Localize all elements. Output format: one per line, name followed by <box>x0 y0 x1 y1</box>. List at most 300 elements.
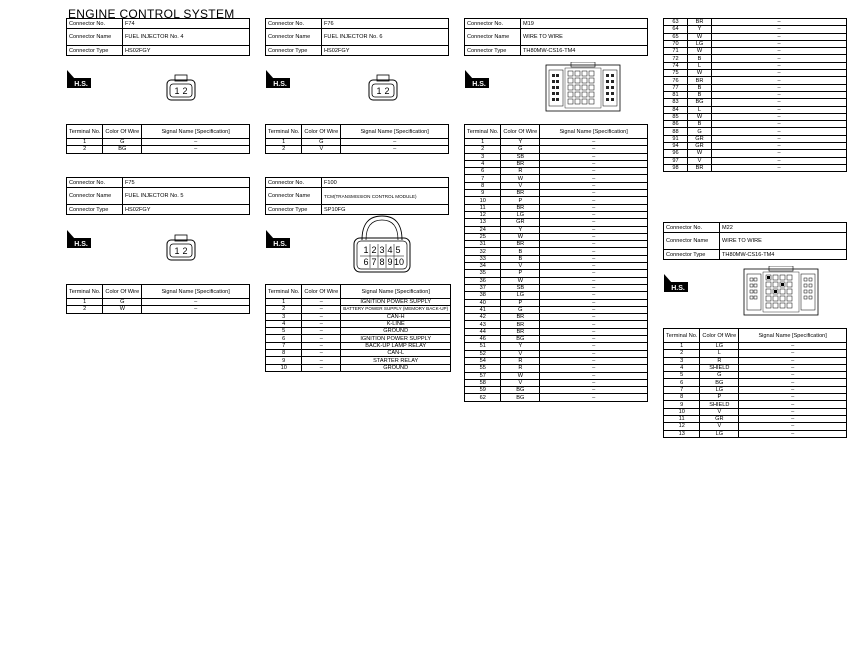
signal-name-cell: – <box>540 248 648 255</box>
terminal-cell: 35 <box>465 270 501 277</box>
terminal-cell: 55 <box>465 365 501 372</box>
terminal-cell: 46 <box>465 336 501 343</box>
signal-name-cell: – <box>341 139 449 146</box>
signal-name-cell: – <box>540 336 648 343</box>
terminal-cell: 6 <box>465 168 501 175</box>
wire-color-cell: BG <box>103 146 142 153</box>
signal-name-cell: – <box>712 40 847 47</box>
wire-color-cell: P <box>501 197 540 204</box>
signal-name-cell: – <box>540 299 648 306</box>
hs-icon <box>266 64 292 88</box>
wire-color-cell: BR <box>501 241 540 248</box>
svg-text:10: 10 <box>393 257 405 267</box>
table-row <box>664 113 847 120</box>
signal-name-cell: – <box>712 91 847 98</box>
wire-color-cell: B <box>688 91 712 98</box>
terminal-cell: 9 <box>266 357 302 364</box>
connector-name-label: Connector Name <box>266 29 322 46</box>
wire-color-cell: W <box>501 372 540 379</box>
table-row <box>266 299 451 306</box>
terminal-cell: 1 <box>465 139 501 146</box>
signal-table-f76 <box>265 124 449 154</box>
wire-color-cell: V <box>688 157 712 164</box>
signal-name-cell: – <box>712 143 847 150</box>
signal-name-cell: – <box>540 197 648 204</box>
wire-color-cell: G <box>103 299 142 306</box>
wire-color-cell: Y <box>501 226 540 233</box>
wire-color-cell: V <box>302 146 341 153</box>
wire-color-cell: W <box>688 48 712 55</box>
table-row <box>664 135 847 142</box>
wire-color-cell: – <box>302 364 341 371</box>
signal-name-cell: – <box>540 292 648 299</box>
col-signal: Signal Name [Specification] <box>540 125 648 139</box>
connector-no-value: F76 <box>322 19 449 29</box>
col-color: Color Of Wire <box>501 125 540 139</box>
col-signal: Signal Name [Specification] <box>341 125 449 139</box>
wire-color-cell: B <box>688 84 712 91</box>
table-row <box>266 342 451 349</box>
svg-text:2: 2 <box>371 245 377 255</box>
svg-text:1: 1 <box>363 245 369 255</box>
wire-color-cell: W <box>688 150 712 157</box>
terminal-cell: 40 <box>465 299 501 306</box>
wire-color-cell: – <box>302 350 341 357</box>
terminal-cell: 24 <box>465 226 501 233</box>
table-row <box>664 150 847 157</box>
terminal-cell: 12 <box>664 423 700 430</box>
terminal-cell: 1 <box>67 139 103 146</box>
table-row <box>465 321 648 328</box>
hs-icon <box>67 64 93 88</box>
table-row <box>67 146 250 153</box>
signal-table-f100 <box>265 284 451 372</box>
connector-10pin-diagram <box>352 212 412 279</box>
connector-name-value: WIRE TO WIRE <box>521 29 648 46</box>
connector-type-label: Connector Type <box>266 205 322 215</box>
signal-name-cell: – <box>540 211 648 218</box>
terminal-cell: 7 <box>465 175 501 182</box>
signal-name-cell: – <box>712 26 847 33</box>
table-row <box>465 357 648 364</box>
signal-name-cell: – <box>540 314 648 321</box>
wire-color-cell: SHIELD <box>700 364 739 371</box>
signal-name-cell: – <box>142 299 250 306</box>
col-terminal: Terminal No. <box>266 125 302 139</box>
signal-name-cell: CAN-H <box>341 313 451 320</box>
wire-color-cell: BR <box>501 321 540 328</box>
terminal-cell: 1 <box>266 139 302 146</box>
terminal-cell: 75 <box>664 70 688 77</box>
wire-color-cell: V <box>700 423 739 430</box>
signal-name-cell: – <box>712 135 847 142</box>
wire-color-cell: G <box>501 146 540 153</box>
signal-name-cell: – <box>712 70 847 77</box>
signal-name-cell: IGNITION POWER SUPPLY <box>341 299 451 306</box>
signal-name-cell: – <box>739 394 847 401</box>
svg-text:5: 5 <box>395 245 401 255</box>
wire-color-cell: R <box>501 365 540 372</box>
connector-no-label: Connector No. <box>67 19 123 29</box>
terminal-cell: 9 <box>664 401 700 408</box>
table-row <box>465 204 648 211</box>
signal-name-cell: BACK-UP LAMP RELAY <box>341 342 451 349</box>
terminal-cell: 94 <box>664 143 688 150</box>
terminal-cell: 91 <box>664 135 688 142</box>
terminal-cell: 34 <box>465 263 501 270</box>
connector-name-value: FUEL INJECTOR No. 4 <box>123 29 250 46</box>
wire-color-cell: LG <box>700 386 739 393</box>
terminal-cell: 8 <box>266 350 302 357</box>
table-row <box>664 19 847 26</box>
terminal-cell: 62 <box>465 394 501 401</box>
col-color: Color Of Wire <box>103 285 142 299</box>
signal-name-cell: GROUND <box>341 364 451 371</box>
signal-name-cell: – <box>739 357 847 364</box>
col-terminal: Terminal No. <box>465 125 501 139</box>
table-row <box>266 306 451 313</box>
connector-m19 <box>464 18 648 56</box>
col-signal: Signal Name [Specification] <box>739 329 847 343</box>
terminal-cell: 7 <box>266 342 302 349</box>
wire-color-cell: LG <box>700 343 739 350</box>
connector-type-value: TH80MW-CS16-TM4 <box>720 250 847 260</box>
connector-no-label: Connector No. <box>266 178 322 188</box>
signal-table-m19 <box>464 124 648 402</box>
terminal-cell: 1 <box>266 299 302 306</box>
terminal-cell: 52 <box>465 350 501 357</box>
connector-type-label: Connector Type <box>266 46 322 56</box>
table-row <box>664 26 847 33</box>
wire-color-cell: V <box>501 379 540 386</box>
table-row <box>664 350 847 357</box>
connector-f75 <box>66 177 250 215</box>
table-row <box>664 394 847 401</box>
signal-name-cell: GROUND <box>341 328 451 335</box>
terminal-cell: 97 <box>664 157 688 164</box>
hs-icon <box>664 268 690 292</box>
signal-name-cell: – <box>540 139 648 146</box>
terminal-cell: 72 <box>664 55 688 62</box>
col-signal: Signal Name [Specification] <box>142 285 250 299</box>
table-row <box>465 379 648 386</box>
wire-color-cell: – <box>302 335 341 342</box>
connector-2pin-diagram <box>367 74 399 107</box>
signal-name-cell: – <box>712 157 847 164</box>
connector-type-value: HS02FGY <box>123 46 250 56</box>
terminal-cell: 88 <box>664 128 688 135</box>
connector-no-label: Connector No. <box>266 19 322 29</box>
signal-name-cell: – <box>540 182 648 189</box>
table-row <box>266 320 451 327</box>
terminal-cell: 11 <box>465 204 501 211</box>
col-terminal: Terminal No. <box>664 329 700 343</box>
table-row <box>465 350 648 357</box>
table-row <box>67 299 250 306</box>
terminal-cell: 59 <box>465 387 501 394</box>
terminal-cell: 71 <box>664 48 688 55</box>
signal-name-cell: – <box>142 306 250 313</box>
terminal-cell: 7 <box>664 386 700 393</box>
wire-color-cell: BR <box>688 19 712 26</box>
table-row <box>664 386 847 393</box>
signal-name-cell: – <box>540 219 648 226</box>
table-row <box>664 372 847 379</box>
terminal-cell: 77 <box>664 84 688 91</box>
wire-color-cell: – <box>302 342 341 349</box>
connector-type-value: TH80MW-CS16-TM4 <box>521 46 648 56</box>
signal-name-cell: – <box>712 55 847 62</box>
wire-color-cell: BR <box>501 204 540 211</box>
terminal-cell: 4 <box>465 160 501 167</box>
connector-2pin-diagram <box>165 74 197 107</box>
signal-name-cell: – <box>540 379 648 386</box>
signal-name-cell: – <box>540 321 648 328</box>
terminal-cell: 4 <box>664 364 700 371</box>
wire-color-cell: GR <box>501 219 540 226</box>
signal-name-cell: – <box>712 77 847 84</box>
wire-color-cell: W <box>688 33 712 40</box>
signal-name-cell: – <box>540 357 648 364</box>
signal-name-cell: – <box>739 364 847 371</box>
terminal-cell: 1 <box>67 299 103 306</box>
table-row <box>465 270 648 277</box>
col-color: Color Of Wire <box>103 125 142 139</box>
wire-color-cell: V <box>501 350 540 357</box>
connector-no-value: F75 <box>123 178 250 188</box>
wire-color-cell: R <box>700 357 739 364</box>
wire-color-cell: BR <box>688 164 712 171</box>
terminal-cell: 33 <box>465 255 501 262</box>
wire-color-cell: – <box>302 357 341 364</box>
signal-name-cell: – <box>712 113 847 120</box>
signal-name-cell: – <box>540 255 648 262</box>
wire-color-cell: W <box>688 113 712 120</box>
connector-2pin-diagram <box>165 234 197 267</box>
multi-pin-connector-diagram <box>743 266 819 323</box>
signal-name-cell: – <box>540 204 648 211</box>
signal-name-cell: – <box>540 328 648 335</box>
terminal-cell: 86 <box>664 121 688 128</box>
terminal-cell: 6 <box>664 379 700 386</box>
signal-name-cell: – <box>739 343 847 350</box>
signal-name-cell: – <box>712 121 847 128</box>
terminal-cell: 31 <box>465 241 501 248</box>
table-row <box>664 423 847 430</box>
signal-name-cell: – <box>712 150 847 157</box>
signal-name-cell: – <box>540 387 648 394</box>
table-row <box>266 313 451 320</box>
connector-no-value: F74 <box>123 19 250 29</box>
svg-text:H.S.: H.S. <box>74 81 88 88</box>
col-terminal: Terminal No. <box>266 285 302 299</box>
terminal-cell: 58 <box>465 379 501 386</box>
col-terminal: Terminal No. <box>67 125 103 139</box>
table-row <box>465 343 648 350</box>
signal-name-cell: – <box>712 106 847 113</box>
terminal-cell: 25 <box>465 233 501 240</box>
signal-name-cell: IGNITION POWER SUPPLY <box>341 335 451 342</box>
connector-no-value: M22 <box>720 223 847 233</box>
signal-name-cell: – <box>739 379 847 386</box>
wire-color-cell: G <box>302 139 341 146</box>
signal-name-cell: – <box>540 270 648 277</box>
terminal-cell: 10 <box>465 197 501 204</box>
wire-color-cell: W <box>501 277 540 284</box>
terminal-cell: 32 <box>465 248 501 255</box>
terminal-cell: 84 <box>664 106 688 113</box>
table-row <box>664 128 847 135</box>
terminal-cell: 12 <box>465 211 501 218</box>
signal-name-cell: – <box>739 401 847 408</box>
signal-name-cell: – <box>540 175 648 182</box>
terminal-cell: 6 <box>266 335 302 342</box>
table-row <box>664 91 847 98</box>
terminal-cell: 9 <box>465 190 501 197</box>
terminal-cell: 51 <box>465 343 501 350</box>
table-row <box>664 379 847 386</box>
wire-color-cell: – <box>302 320 341 327</box>
table-row <box>266 139 449 146</box>
table-row <box>465 233 648 240</box>
signal-name-cell: – <box>540 365 648 372</box>
connector-name-label: Connector Name <box>67 188 123 205</box>
wire-color-cell: B <box>501 255 540 262</box>
table-row <box>465 139 648 146</box>
wire-color-cell: – <box>302 328 341 335</box>
signal-name-cell: – <box>142 139 250 146</box>
table-row <box>664 357 847 364</box>
col-color: Color Of Wire <box>302 125 341 139</box>
terminal-cell: 2 <box>67 146 103 153</box>
terminal-cell: 85 <box>664 113 688 120</box>
table-row <box>465 387 648 394</box>
table-row <box>664 70 847 77</box>
table-row <box>465 394 648 401</box>
table-row <box>664 33 847 40</box>
svg-text:6: 6 <box>363 257 369 267</box>
terminal-cell: 81 <box>664 91 688 98</box>
wire-color-cell: G <box>501 306 540 313</box>
table-row <box>266 335 451 342</box>
svg-text:H.S.: H.S. <box>472 81 486 88</box>
table-row <box>465 263 648 270</box>
table-row <box>465 292 648 299</box>
hs-icon <box>266 224 292 248</box>
wire-color-cell: R <box>501 168 540 175</box>
svg-text:8: 8 <box>379 257 385 267</box>
terminal-cell: 2 <box>67 306 103 313</box>
wire-color-cell: BR <box>688 77 712 84</box>
terminal-cell: 10 <box>664 408 700 415</box>
wire-color-cell: G <box>700 372 739 379</box>
connector-name-value: TCM(TRANSMISSION CONTROL MODULE) <box>322 188 449 205</box>
wire-color-cell: SB <box>501 284 540 291</box>
table-row <box>664 408 847 415</box>
col-terminal: Terminal No. <box>67 285 103 299</box>
signal-name-cell: – <box>540 190 648 197</box>
connector-name-label: Connector Name <box>664 233 720 250</box>
signal-table-m19-continued <box>663 18 847 172</box>
connector-no-value: F100 <box>322 178 449 188</box>
table-row <box>465 336 648 343</box>
signal-name-cell: – <box>540 263 648 270</box>
connector-f74 <box>66 18 250 56</box>
table-row <box>465 190 648 197</box>
wire-color-cell: W <box>501 175 540 182</box>
wire-color-cell: B <box>501 248 540 255</box>
terminal-cell: 11 <box>664 415 700 422</box>
terminal-cell: 65 <box>664 33 688 40</box>
table-row <box>266 364 451 371</box>
table-row <box>664 106 847 113</box>
terminal-cell: 98 <box>664 164 688 171</box>
table-row <box>664 364 847 371</box>
terminal-cell: 3 <box>465 153 501 160</box>
terminal-cell: 2 <box>664 350 700 357</box>
wire-color-cell: L <box>700 350 739 357</box>
terminal-cell: 1 <box>664 343 700 350</box>
terminal-cell: 83 <box>664 99 688 106</box>
wire-color-cell: GR <box>688 135 712 142</box>
svg-text:9: 9 <box>387 257 393 267</box>
wire-color-cell: – <box>302 299 341 306</box>
terminal-cell: 4 <box>266 320 302 327</box>
wire-color-cell: BR <box>501 314 540 321</box>
signal-name-cell: – <box>540 394 648 401</box>
terminal-cell: 3 <box>664 357 700 364</box>
signal-name-cell: – <box>739 408 847 415</box>
signal-name-cell: – <box>712 48 847 55</box>
connector-no-value: M19 <box>521 19 648 29</box>
terminal-cell: 43 <box>465 321 501 328</box>
wire-color-cell: BR <box>501 328 540 335</box>
signal-name-cell: BATTERY POWER SUPPLY (MEMORY BACK-UP) <box>341 306 451 313</box>
terminal-cell: 13 <box>664 430 700 437</box>
table-row <box>465 211 648 218</box>
table-row <box>465 248 648 255</box>
wire-color-cell: BG <box>688 99 712 106</box>
wire-color-cell: LG <box>700 430 739 437</box>
svg-text:H.S.: H.S. <box>273 241 287 248</box>
signal-name-cell: – <box>712 99 847 106</box>
connector-no-label: Connector No. <box>664 223 720 233</box>
connector-name-value: FUEL INJECTOR No. 6 <box>322 29 449 46</box>
connector-info-table <box>66 18 250 56</box>
connector-type-value: HS02FGY <box>123 205 250 215</box>
table-row <box>664 121 847 128</box>
signal-name-cell: – <box>540 277 648 284</box>
wire-color-cell: P <box>700 394 739 401</box>
table-row <box>465 241 648 248</box>
wire-color-cell: G <box>688 128 712 135</box>
terminal-cell: 63 <box>664 19 688 26</box>
terminal-cell: 2 <box>266 146 302 153</box>
table-row <box>664 62 847 69</box>
wire-color-cell: R <box>501 357 540 364</box>
connector-f100 <box>265 177 449 215</box>
wire-color-cell: Y <box>501 343 540 350</box>
signal-name-cell: – <box>540 350 648 357</box>
terminal-cell: 2 <box>266 306 302 313</box>
wire-color-cell: LG <box>688 40 712 47</box>
terminal-cell: 70 <box>664 40 688 47</box>
table-row <box>465 372 648 379</box>
table-row <box>465 365 648 372</box>
table-row <box>465 219 648 226</box>
connector-type-value: SP10FG <box>322 205 449 215</box>
table-row <box>465 306 648 313</box>
